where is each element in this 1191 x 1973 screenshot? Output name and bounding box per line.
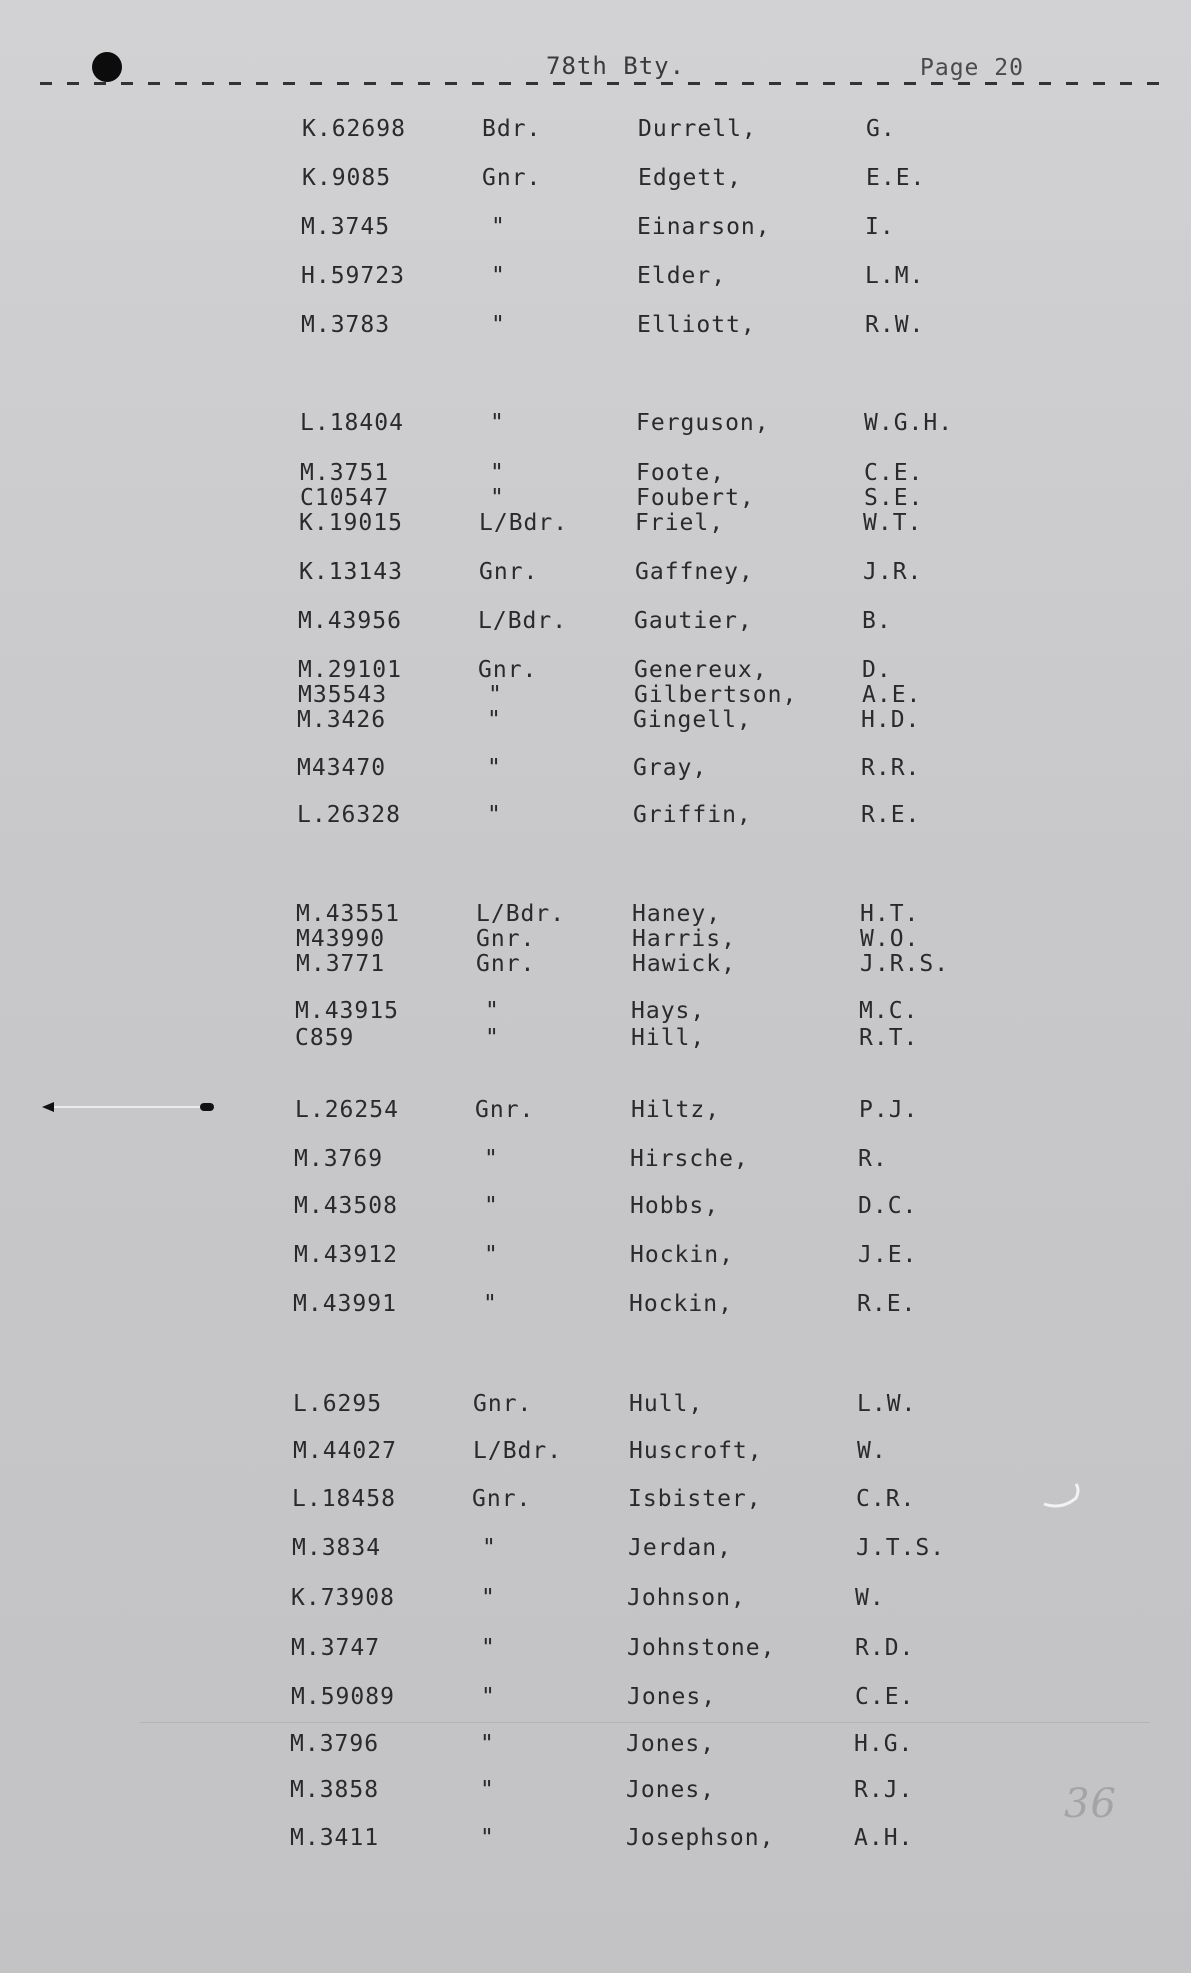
roster-row-rank: " <box>481 1585 496 1611</box>
roster-row-initials: J.R.S. <box>860 951 950 977</box>
roster-row-service-number: K.9085 <box>302 165 392 191</box>
roster-row-service-number: L.6295 <box>293 1391 383 1417</box>
roster-row-rank: Gnr. <box>472 1486 532 1512</box>
roster-row-surname: Durrell, <box>638 116 757 142</box>
roster-row-rank: " <box>483 1291 498 1317</box>
roster-row-rank: Gnr. <box>478 657 538 683</box>
roster-row-rank: Gnr. <box>476 951 536 977</box>
roster-row-service-number: M35543 <box>298 682 388 708</box>
roster-row-initials: D. <box>862 657 892 683</box>
roster-row-service-number: M43470 <box>297 755 387 781</box>
roster-row-surname: Hobbs, <box>630 1193 720 1219</box>
roster-row-initials: W.G.H. <box>864 410 954 436</box>
roster-row-service-number: L.26254 <box>295 1097 399 1123</box>
roster-row-initials: J.E. <box>858 1242 918 1268</box>
roster-row-service-number: M.43912 <box>294 1242 398 1268</box>
roster-row-initials: W.O. <box>860 926 920 952</box>
roster-row-rank: Gnr. <box>473 1391 533 1417</box>
roster-row-initials: C.E. <box>864 460 924 486</box>
roster-row-rank: Gnr. <box>476 926 536 952</box>
roster-row-initials: C.E. <box>855 1684 915 1710</box>
roster-row-initials: I. <box>865 214 895 240</box>
roster-row-service-number: M.43915 <box>295 998 399 1024</box>
roster-row-service-number: M.59089 <box>291 1684 395 1710</box>
roster-row-initials: R.W. <box>865 312 925 338</box>
roster-row-service-number: M.3858 <box>290 1777 380 1803</box>
roster-row-initials: J.R. <box>863 559 923 585</box>
roster-row-initials: A.H. <box>854 1825 914 1851</box>
roster-row-initials: R.D. <box>855 1635 915 1661</box>
roster-row-surname: Hiltz, <box>631 1097 721 1123</box>
roster-row-surname: Jones, <box>626 1731 716 1757</box>
roster-row-surname: Foote, <box>636 460 726 486</box>
roster-row-rank: Gnr. <box>479 559 539 585</box>
roster-row-initials: E.E. <box>866 165 926 191</box>
roster-row-initials: R.J. <box>854 1777 914 1803</box>
roster-row-rank: L/Bdr. <box>479 510 569 536</box>
roster-row-rank: " <box>485 998 500 1024</box>
roster-row-rank: " <box>481 1684 496 1710</box>
battery-title: 78th Bty. <box>546 52 686 80</box>
roster-row-surname: Gingell, <box>633 707 752 733</box>
roster-row-initials: R.E. <box>857 1291 917 1317</box>
roster-row-service-number: M43990 <box>296 926 386 952</box>
roster-row-initials: P.J. <box>859 1097 919 1123</box>
roster-row-rank: L/Bdr. <box>473 1438 563 1464</box>
roster-row-service-number: M.3783 <box>301 312 391 338</box>
roster-row-initials: S.E. <box>864 485 924 511</box>
roster-row-initials: B. <box>862 608 892 634</box>
roster-row-rank: " <box>488 682 503 708</box>
roster-row-rank: " <box>490 460 505 486</box>
roster-row-rank: " <box>487 755 502 781</box>
faint-rule-line <box>140 1722 1150 1723</box>
roster-row-service-number: H.59723 <box>301 263 405 289</box>
roster-row-rank: L/Bdr. <box>476 901 566 927</box>
roster-row-rank: " <box>491 214 506 240</box>
roster-row-surname: Einarson, <box>637 214 771 240</box>
roster-row-service-number: K.73908 <box>291 1585 395 1611</box>
roster-row-surname: Genereux, <box>634 657 768 683</box>
roster-row-rank: " <box>481 1635 496 1661</box>
roster-row-surname: Gaffney, <box>635 559 754 585</box>
roster-row-surname: Foubert, <box>636 485 755 511</box>
pencil-curl-mark-icon <box>1040 1480 1090 1510</box>
roster-row-service-number: L.18458 <box>292 1486 396 1512</box>
roster-row-surname: Harris, <box>632 926 736 952</box>
page-number: Page 20 <box>920 55 1024 81</box>
roster-row-surname: Jones, <box>627 1684 717 1710</box>
roster-row-rank: Bdr. <box>482 116 542 142</box>
roster-row-surname: Griffin, <box>633 802 752 828</box>
roster-row-rank: " <box>484 1146 499 1172</box>
roster-row-service-number: K.19015 <box>299 510 403 536</box>
roster-row-rank: " <box>484 1193 499 1219</box>
roster-row-surname: Elliott, <box>637 312 756 338</box>
roster-row-rank: " <box>480 1825 495 1851</box>
roster-row-surname: Hirsche, <box>630 1146 749 1172</box>
roster-row-surname: Johnson, <box>627 1585 746 1611</box>
roster-row-service-number: C859 <box>295 1025 355 1051</box>
roster-row-surname: Huscroft, <box>629 1438 763 1464</box>
roster-row-surname: Haney, <box>632 901 722 927</box>
roster-row-initials: R.T. <box>859 1025 919 1051</box>
roster-row-service-number: C10547 <box>300 485 390 511</box>
roster-row-surname: Ferguson, <box>636 410 770 436</box>
roster-row-initials: H.G. <box>854 1731 914 1757</box>
roster-row-initials: L.M. <box>865 263 925 289</box>
roster-row-surname: Gray, <box>633 755 708 781</box>
roster-row-initials: L.W. <box>857 1391 917 1417</box>
roster-row-initials: G. <box>866 116 896 142</box>
roster-row-surname: Gautier, <box>634 608 753 634</box>
roster-row-initials: C.R. <box>856 1486 916 1512</box>
roster-row-rank: " <box>491 263 506 289</box>
roster-row-surname: Isbister, <box>628 1486 762 1512</box>
roster-row-service-number: M.3771 <box>296 951 386 977</box>
roster-row-surname: Hockin, <box>629 1291 733 1317</box>
roster-row-service-number: M.3796 <box>290 1731 380 1757</box>
roster-row-surname: Hull, <box>629 1391 704 1417</box>
roster-row-service-number: M.3411 <box>290 1825 380 1851</box>
roster-row-rank: " <box>480 1731 495 1757</box>
roster-row-rank: " <box>487 707 502 733</box>
roster-row-initials: D.C. <box>858 1193 918 1219</box>
roster-row-surname: Jones, <box>626 1777 716 1803</box>
roster-row-rank: " <box>490 410 505 436</box>
roster-row-rank: " <box>487 802 502 828</box>
roster-row-service-number: M.3769 <box>294 1146 384 1172</box>
roster-row-initials: J.T.S. <box>856 1535 946 1561</box>
roster-row-service-number: M.43991 <box>293 1291 397 1317</box>
roster-row-service-number: M.43508 <box>294 1193 398 1219</box>
roster-row-initials: M.C. <box>859 998 919 1024</box>
roster-row-service-number: M.3745 <box>301 214 391 240</box>
roster-row-rank: " <box>490 485 505 511</box>
roster-row-initials: R.R. <box>861 755 921 781</box>
roster-row-surname: Johnstone, <box>627 1635 776 1661</box>
roster-row-rank: Gnr. <box>482 165 542 191</box>
roster-row-service-number: M.3834 <box>292 1535 382 1561</box>
roster-row-service-number: M.43551 <box>296 901 400 927</box>
roster-row-surname: Hill, <box>631 1025 706 1051</box>
roster-row-surname: Hawick, <box>632 951 736 977</box>
roster-row-initials: H.D. <box>861 707 921 733</box>
roster-row-service-number: K.13143 <box>299 559 403 585</box>
roster-row-initials: A.E. <box>862 682 922 708</box>
roster-row-initials: R.E. <box>861 802 921 828</box>
roster-row-rank: " <box>484 1242 499 1268</box>
pencil-margin-note <box>1060 1775 1130 1835</box>
roster-row-rank: L/Bdr. <box>478 608 568 634</box>
roster-row-rank: " <box>491 312 506 338</box>
roster-row-initials: W. <box>857 1438 887 1464</box>
roster-row-initials: H.T. <box>860 901 920 927</box>
roster-row-rank: " <box>480 1777 495 1803</box>
roster-row-service-number: M.3747 <box>291 1635 381 1661</box>
roster-row-service-number: M.29101 <box>298 657 402 683</box>
roster-row-surname: Hays, <box>631 998 706 1024</box>
margin-note-text: 36 <box>1064 1781 1117 1827</box>
roster-row-surname: Jerdan, <box>628 1535 732 1561</box>
roster-row-surname: Edgett, <box>638 165 742 191</box>
roster-row-initials: R. <box>858 1146 888 1172</box>
roster-row-service-number: K.62698 <box>302 116 406 142</box>
roster-row-initials: W.T. <box>863 510 923 536</box>
roster-row-rank: " <box>482 1535 497 1561</box>
roster-row-surname: Elder, <box>637 263 727 289</box>
roster-row-surname: Gilbertson, <box>634 682 798 708</box>
roster-row-rank: " <box>485 1025 500 1051</box>
roster-row-surname: Josephson, <box>626 1825 775 1851</box>
roster-row-service-number: M.43956 <box>298 608 402 634</box>
roster-row-service-number: L.26328 <box>297 802 401 828</box>
roster-row-surname: Friel, <box>635 510 725 536</box>
roster-row-service-number: M.3751 <box>300 460 390 486</box>
roster-row-initials: W. <box>855 1585 885 1611</box>
arrow-mark-icon <box>42 1101 214 1113</box>
roster-row-service-number: M.44027 <box>293 1438 397 1464</box>
roster-row-surname: Hockin, <box>630 1242 734 1268</box>
roster-row-service-number: L.18404 <box>300 410 404 436</box>
roster-row-service-number: M.3426 <box>297 707 387 733</box>
roster-row-rank: Gnr. <box>475 1097 535 1123</box>
